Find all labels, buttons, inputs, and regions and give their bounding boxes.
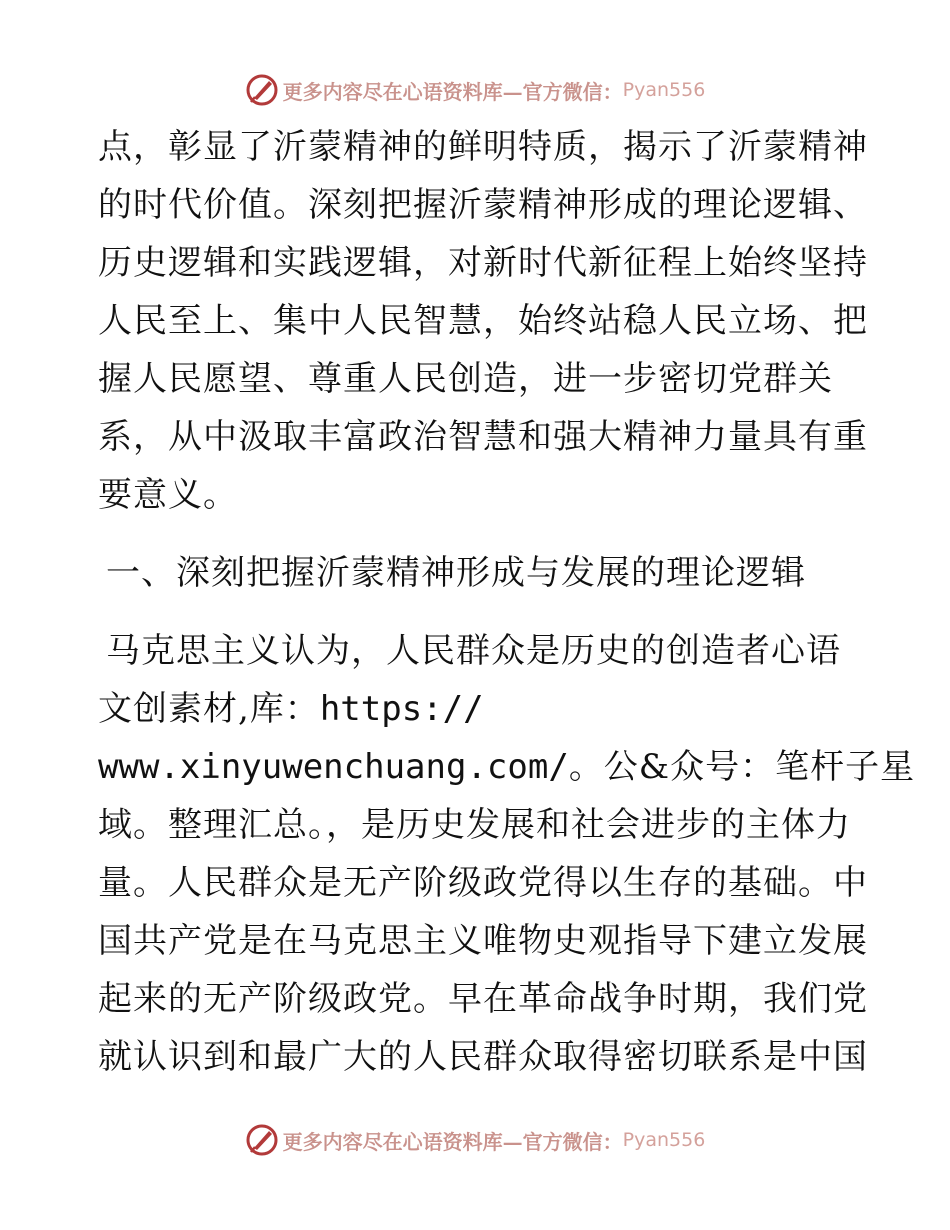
header-handle: Pyan556 <box>622 79 706 101</box>
text-line: 域。整理汇总。，是历史发展和社会进步的主体力 <box>98 805 851 845</box>
text-line: 要意义。 <box>98 475 238 515</box>
footer-handle: Pyan556 <box>622 1129 706 1151</box>
text-line: 起来的无产阶级政党。早在革命战争时期，我们党 <box>98 979 868 1019</box>
quill-logo-icon <box>245 1123 279 1157</box>
paragraph-1 <box>98 118 868 524</box>
source-label: 文创素材,库： <box>98 689 320 729</box>
text-line: 点，彰显了沂蒙精神的鲜明特质，揭示了沂蒙精神 <box>98 127 868 167</box>
quill-logo-icon <box>245 73 279 107</box>
text-line: 就认识到和最广大的人民群众取得密切联系是中国 <box>98 1037 868 1077</box>
footer-brand-text: 更多内容尽在心语资料库—官方微信： <box>282 1129 623 1154</box>
header-brand-text: 更多内容尽在心语资料库—官方微信： <box>282 79 623 104</box>
header-banner <box>0 70 950 110</box>
text-line <box>98 738 916 796</box>
text-line: 的时代价值。深刻把握沂蒙精神形成的理论逻辑、 <box>98 185 868 225</box>
text-line: 历史逻辑和实践逻辑，对新时代新征程上始终坚持 <box>98 243 868 283</box>
paragraph-2 <box>98 622 916 1086</box>
footer-banner <box>0 1120 950 1160</box>
account-label: 。公&众号：笔杆子星 <box>568 747 916 787</box>
section-heading: 一、深刻把握沂蒙精神形成与发展的理论逻辑 <box>106 553 806 593</box>
text-line: 系，从中汲取丰富政治智慧和强大精神力量具有重 <box>98 417 868 457</box>
text-line: 量。人民群众是无产阶级政党得以生存的基础。中 <box>98 863 868 903</box>
text-line: 马克思主义认为，人民群众是历史的创造者心语 <box>106 631 841 671</box>
text-line: 人民至上、集中人民智慧，始终站稳人民立场、把 <box>98 301 868 341</box>
text-line: 国共产党是在马克思主义唯物史观指导下建立发展 <box>98 921 868 961</box>
text-line <box>98 680 858 738</box>
text-line: 握人民愿望、尊重人民创造，进一步密切党群关 <box>98 359 833 399</box>
url-link[interactable]: www.xinyuwenchuang.com/ <box>98 747 569 787</box>
document-body <box>98 118 916 1086</box>
url-part[interactable]: https:// <box>319 689 484 729</box>
